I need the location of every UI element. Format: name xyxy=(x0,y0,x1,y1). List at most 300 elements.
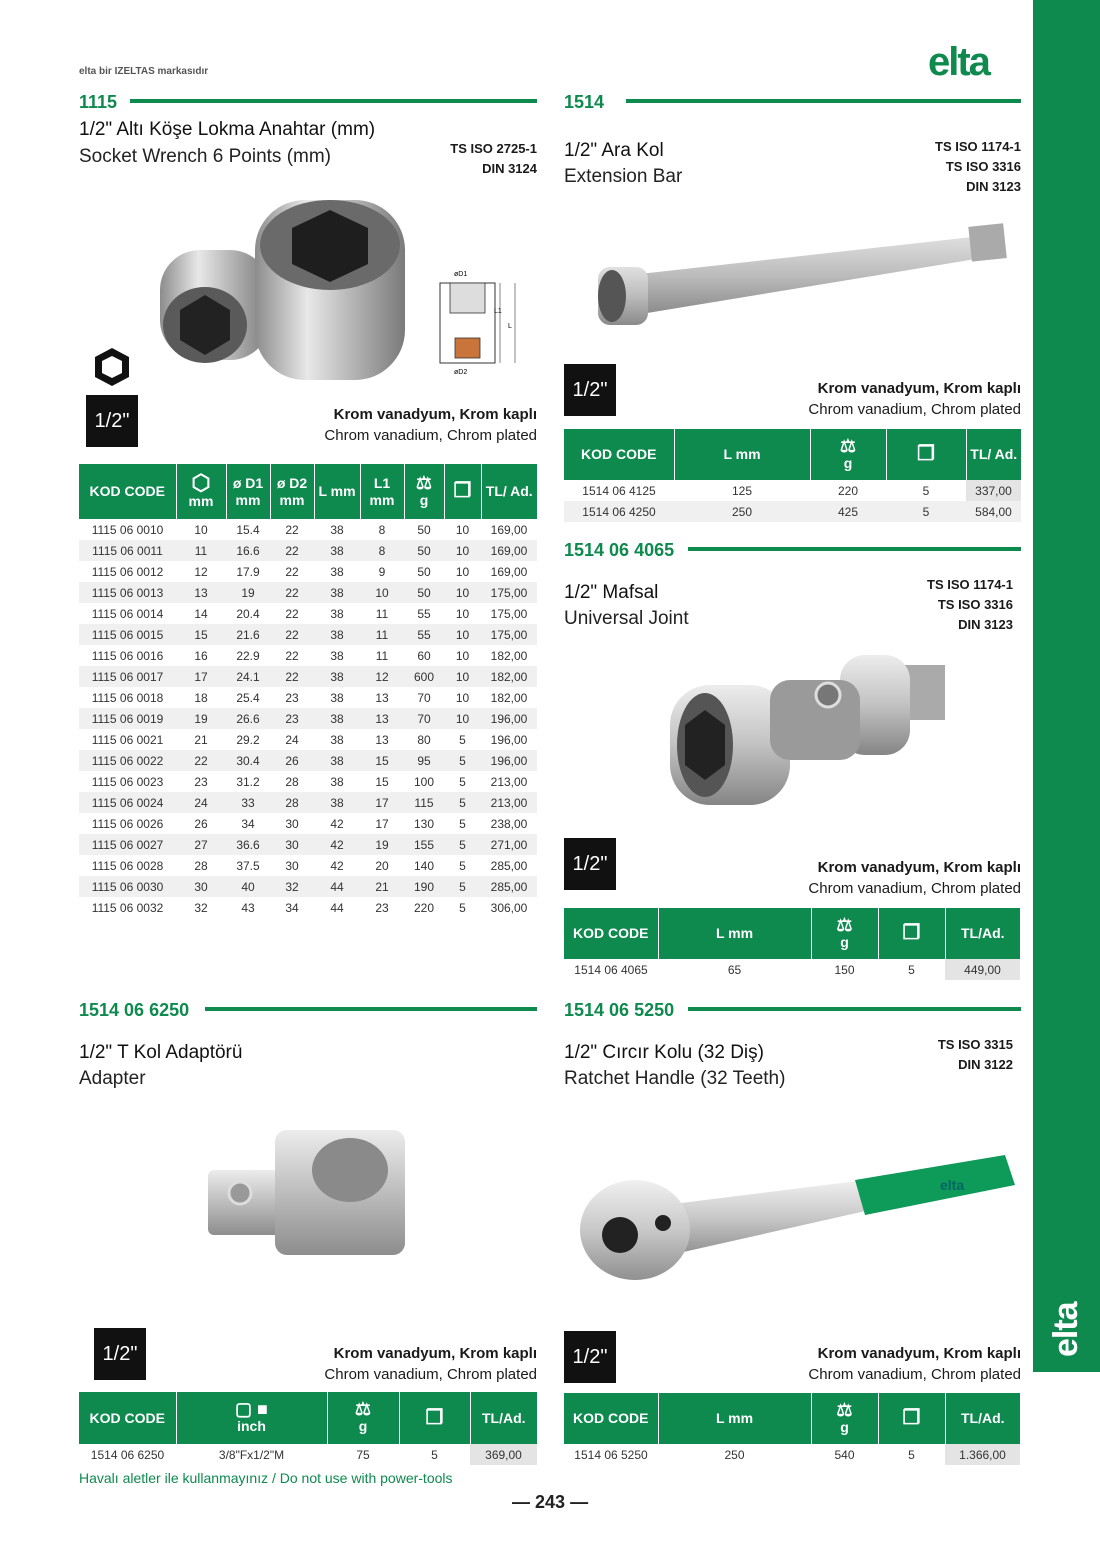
table-cell: 115 xyxy=(404,792,444,813)
adapter-image xyxy=(200,1125,420,1265)
col-code: KOD CODE xyxy=(564,1393,658,1444)
size-badge: 1/2" xyxy=(86,395,138,447)
table-cell: 213,00 xyxy=(490,774,528,789)
table-cell: 425 xyxy=(810,501,886,522)
col-l: L mm xyxy=(658,908,811,959)
table-row xyxy=(79,897,537,918)
table-cell: 38 xyxy=(314,792,360,813)
hexagon-icon xyxy=(91,346,133,388)
table-cell: 5 xyxy=(459,774,466,789)
table-cell: 32 xyxy=(270,876,314,897)
section-code-5250: 1514 06 5250 xyxy=(564,1000,675,1020)
table-cell: 17 xyxy=(360,792,404,813)
table-cell: 3/8"Fx1/2"M xyxy=(218,1447,285,1462)
table-cell: 169,00 xyxy=(490,522,528,537)
material-tr: Krom vanadyum, Krom kaplı xyxy=(817,380,1021,397)
table-cell: 10 xyxy=(455,690,470,705)
table-cell: 42 xyxy=(330,816,344,831)
table-cell: 169,00 xyxy=(481,540,537,561)
table-cell: 369,00 xyxy=(470,1444,537,1465)
table-cell: 16.6 xyxy=(226,540,270,561)
product-table-1115 xyxy=(79,464,537,918)
table-cell: 540 xyxy=(834,1447,855,1462)
table-cell: 55 xyxy=(417,606,431,621)
scale-icon: ⚖ xyxy=(836,1399,853,1420)
table-cell: 175,00 xyxy=(481,624,537,645)
standard-1: TS ISO 1174-1 xyxy=(935,139,1021,154)
table-cell: 5 xyxy=(908,1447,915,1462)
table-cell: 21 xyxy=(360,876,404,897)
table-cell: 38 xyxy=(330,774,344,789)
product-table-5250 xyxy=(564,1393,1020,1465)
col-code: KOD CODE xyxy=(564,908,658,959)
col-d1: ø D1 mm xyxy=(226,464,270,519)
table-cell: 11 xyxy=(360,624,404,645)
col-price: TL/ Ad. xyxy=(481,464,537,519)
table-cell: 5 xyxy=(459,816,466,831)
material-en: Chrom vanadium, Chrom plated xyxy=(324,427,537,444)
table-cell: 38 xyxy=(330,690,344,705)
standards xyxy=(880,1035,1013,1075)
table-row xyxy=(564,480,1021,501)
table-cell: 10 xyxy=(360,582,404,603)
table-cell: 1115 06 0014 xyxy=(91,606,164,621)
table-row xyxy=(79,1444,537,1465)
table-cell: 33 xyxy=(226,792,270,813)
table-cell: 5 xyxy=(459,858,466,873)
col-code: KOD CODE xyxy=(564,429,674,480)
table-cell: 30 xyxy=(270,834,314,855)
table-cell: 1115 06 0022 xyxy=(79,750,176,771)
table-cell: 25.4 xyxy=(236,690,260,705)
table-cell: 155 xyxy=(404,834,444,855)
dimension-drawing xyxy=(430,268,530,378)
table-cell: 13 xyxy=(360,708,404,729)
standard-3: DIN 3123 xyxy=(966,179,1021,194)
col-l: L mm xyxy=(658,1393,811,1444)
col-weight: ⚖ g xyxy=(811,1393,878,1444)
product-table-4065 xyxy=(564,908,1020,980)
table-cell: 220 xyxy=(837,483,859,498)
table-cell: 12 xyxy=(360,666,404,687)
square-drive-icon: ▢ ■ xyxy=(235,1399,268,1419)
table-cell: 140 xyxy=(413,858,435,873)
table-cell: 1514 06 5250 xyxy=(574,1447,648,1462)
table-cell: 10 xyxy=(444,582,481,603)
col-l: L mm xyxy=(314,464,360,519)
standard-2: TS ISO 3316 xyxy=(945,159,1021,174)
col-weight: ⚖ g xyxy=(327,1392,399,1444)
table-row xyxy=(79,792,537,813)
table-cell: 8 xyxy=(360,540,404,561)
table-cell: 28 xyxy=(285,774,299,789)
table-cell: 15 xyxy=(176,624,226,645)
col-price: TL/Ad. xyxy=(945,1393,1020,1444)
col-price: TL/Ad. xyxy=(945,908,1020,959)
material-note xyxy=(300,1343,537,1385)
table-cell: 22 xyxy=(270,540,314,561)
ratchet-handle-image xyxy=(575,1145,1025,1295)
col-d2: ø D2 mm xyxy=(270,464,314,519)
product-table-6250 xyxy=(79,1392,537,1465)
table-cell: 31.2 xyxy=(236,774,260,789)
table-cell: 1115 06 0024 xyxy=(79,792,176,813)
table-cell: 1514 06 4065 xyxy=(574,962,648,977)
table-cell: 23 xyxy=(194,774,208,789)
table-cell: 38 xyxy=(330,732,344,747)
table-cell: 1115 06 0010 xyxy=(91,522,164,537)
table-cell: 10 xyxy=(444,708,481,729)
table-cell: 169,00 xyxy=(490,564,528,579)
section-divider xyxy=(626,99,1021,103)
table-row xyxy=(79,519,537,540)
table-cell: 1115 06 0030 xyxy=(79,876,176,897)
scale-icon: ⚖ xyxy=(839,435,857,456)
table-cell: 5 xyxy=(431,1447,438,1462)
size-badge: 1/2" xyxy=(564,364,616,416)
table-row xyxy=(79,540,537,561)
col-weight: ⚖ g xyxy=(811,908,878,959)
table-row xyxy=(79,813,537,834)
section-code-4065: 1514 06 4065 xyxy=(564,540,675,560)
material-note xyxy=(790,1343,1021,1385)
box-icon: ❐ xyxy=(902,922,921,944)
table-cell: 13 xyxy=(375,690,389,705)
table-cell: 26.6 xyxy=(226,708,270,729)
material-en: Chrom vanadium, Chrom plated xyxy=(808,401,1021,418)
table-cell: 285,00 xyxy=(490,858,528,873)
table-cell: 238,00 xyxy=(490,816,528,831)
table-cell: 175,00 xyxy=(490,606,528,621)
table-cell: 10 xyxy=(444,540,481,561)
table-cell: 38 xyxy=(330,522,344,537)
table-cell: 22 xyxy=(285,522,299,537)
table-row xyxy=(79,603,537,624)
col-box xyxy=(399,1392,470,1444)
power-tool-warning: Havalı aletler ile kullanmayınız / Do not use with power-tools xyxy=(79,1470,453,1486)
size-badge: 1/2" xyxy=(564,1331,616,1383)
table-cell: 50 xyxy=(404,540,444,561)
col-drive: ▢ ■ inch xyxy=(176,1392,327,1444)
table-cell: 1115 06 0016 xyxy=(91,648,164,663)
table-cell: 95 xyxy=(404,750,444,771)
standard-1: TS ISO 1174-1 xyxy=(927,577,1013,592)
table-cell: 1115 06 0013 xyxy=(79,582,176,603)
table-cell: 250 xyxy=(674,501,810,522)
table-cell: 10 xyxy=(444,624,481,645)
section-code-1115: 1115 xyxy=(79,92,118,112)
table-cell: 12 xyxy=(194,564,208,579)
table-cell: 9 xyxy=(378,564,386,579)
table-cell: 196,00 xyxy=(481,708,537,729)
table-cell: 1115 06 0018 xyxy=(91,690,164,705)
table-cell: 38 xyxy=(314,540,360,561)
table-cell: 15 xyxy=(360,750,404,771)
col-price: TL/Ad. xyxy=(470,1392,537,1444)
table-cell: 5 xyxy=(444,876,481,897)
table-cell: 182,00 xyxy=(481,666,537,687)
standard-1: TS ISO 3315 xyxy=(937,1037,1013,1052)
table-cell: 5 xyxy=(908,962,915,977)
table-cell: 449,00 xyxy=(945,959,1020,980)
table-cell: 28 xyxy=(194,858,208,873)
box-icon: ❐ xyxy=(425,1406,444,1429)
green-sidebar xyxy=(1033,0,1100,1372)
socket-wrench-image xyxy=(150,190,420,390)
dim-label-l1: L1 xyxy=(494,308,502,315)
table-cell: 22 xyxy=(270,666,314,687)
table-row xyxy=(79,876,537,897)
table-cell: 44 xyxy=(330,900,344,915)
table-cell: 1115 06 0021 xyxy=(91,732,164,747)
title-tr: 1/2" Cırcır Kolu (32 Diş) xyxy=(564,1042,764,1063)
col-hex: ⬡ mm xyxy=(176,464,226,519)
col-code: KOD CODE xyxy=(79,1392,176,1444)
table-cell: 26 xyxy=(194,816,208,831)
table-cell: 29.2 xyxy=(236,732,260,747)
table-cell: 23 xyxy=(375,900,389,915)
table-row xyxy=(564,1444,1020,1465)
page-number-value: 243 xyxy=(535,1492,566,1512)
table-cell: 220 xyxy=(413,900,435,915)
table-row xyxy=(79,645,537,666)
table-cell: 75 xyxy=(356,1447,370,1462)
table-cell: 10 xyxy=(455,606,470,621)
scale-icon: ⚖ xyxy=(415,473,433,493)
table-cell: 196,00 xyxy=(481,750,537,771)
table-cell: 1115 06 0017 xyxy=(79,666,176,687)
table-cell: 1.366,00 xyxy=(945,1444,1020,1465)
brand-line: elta bir IZELTAS markasıdır xyxy=(79,66,209,77)
table-row xyxy=(79,708,537,729)
table-cell: 13 xyxy=(375,732,389,747)
table-row xyxy=(564,959,1020,980)
table-cell: 26 xyxy=(270,750,314,771)
table-cell: 23 xyxy=(285,690,299,705)
table-cell: 5 xyxy=(459,732,466,747)
elta-logo: elta xyxy=(928,40,989,84)
table-cell: 38 xyxy=(314,624,360,645)
col-box xyxy=(886,429,966,480)
table-cell: 130 xyxy=(413,816,435,831)
table-cell: 1514 06 4125 xyxy=(582,483,656,498)
table-cell: 55 xyxy=(404,624,444,645)
table-cell: 11 xyxy=(375,606,389,621)
standards xyxy=(400,139,537,179)
table-cell: 80 xyxy=(417,732,431,747)
table-cell: 70 xyxy=(404,708,444,729)
table-cell: 11 xyxy=(176,540,226,561)
standard-2: DIN 3124 xyxy=(482,161,537,176)
table-cell: 22 xyxy=(270,582,314,603)
box-icon: ❐ xyxy=(453,480,472,502)
title-en: Adapter xyxy=(79,1068,146,1089)
col-code: KOD CODE xyxy=(79,464,176,519)
table-cell: 182,00 xyxy=(490,690,528,705)
table-cell: 11 xyxy=(375,648,389,663)
table-cell: 1115 06 0011 xyxy=(79,540,176,561)
material-en: Chrom vanadium, Chrom plated xyxy=(808,880,1021,897)
table-cell: 14 xyxy=(194,606,208,621)
table-cell: 182,00 xyxy=(490,648,528,663)
table-cell: 24 xyxy=(285,732,299,747)
material-tr: Krom vanadyum, Krom kaplı xyxy=(817,859,1021,876)
table-cell: 1115 06 0032 xyxy=(91,900,164,915)
universal-joint-image xyxy=(660,650,960,810)
box-icon: ❐ xyxy=(917,443,935,465)
title-en: Universal Joint xyxy=(564,608,689,629)
table-cell: 20 xyxy=(375,858,389,873)
table-cell: 38 xyxy=(314,666,360,687)
table-cell: 60 xyxy=(417,648,431,663)
table-cell: 22 xyxy=(176,750,226,771)
dim-label-d2: øD2 xyxy=(454,369,468,376)
table-cell: 42 xyxy=(330,858,344,873)
table-cell: 15 xyxy=(375,774,389,789)
table-cell: 19 xyxy=(176,708,226,729)
col-box xyxy=(878,1393,945,1444)
table-cell: 27 xyxy=(176,834,226,855)
extension-bar-image xyxy=(590,215,1020,335)
table-cell: 30.4 xyxy=(226,750,270,771)
material-en: Chrom vanadium, Chrom plated xyxy=(324,1366,537,1383)
table-cell: 285,00 xyxy=(481,876,537,897)
table-cell: 1115 06 0015 xyxy=(79,624,176,645)
title-tr: 1/2" T Kol Adaptörü xyxy=(79,1042,243,1063)
title-en: Extension Bar xyxy=(564,166,683,187)
col-box xyxy=(878,908,945,959)
table-cell: 38 xyxy=(330,648,344,663)
table-row xyxy=(79,561,537,582)
table-row xyxy=(79,855,537,876)
table-cell: 10 xyxy=(194,522,208,537)
table-cell: 250 xyxy=(724,1447,745,1462)
table-cell: 1115 06 0012 xyxy=(91,564,164,579)
table-row xyxy=(79,687,537,708)
table-cell: 125 xyxy=(731,483,753,498)
side-logo: elta xyxy=(1047,1302,1085,1358)
table-cell: 1115 06 0026 xyxy=(91,816,164,831)
table-row xyxy=(79,729,537,750)
table-cell: 21 xyxy=(194,732,208,747)
table-cell: 1514 06 4250 xyxy=(564,501,674,522)
table-cell: 38 xyxy=(330,564,344,579)
table-cell: 5 xyxy=(444,750,481,771)
table-cell: 306,00 xyxy=(490,900,528,915)
table-cell: 18 xyxy=(194,690,208,705)
table-cell: 36.6 xyxy=(226,834,270,855)
section-divider xyxy=(688,1007,1021,1011)
size-badge: 1/2" xyxy=(94,1328,146,1380)
table-cell: 8 xyxy=(378,522,386,537)
table-cell: 5 xyxy=(886,501,966,522)
table-cell: 38 xyxy=(314,750,360,771)
table-row xyxy=(79,582,537,603)
table-cell: 1115 06 0023 xyxy=(91,774,164,789)
table-cell: 5 xyxy=(922,483,930,498)
table-cell: 30 xyxy=(285,858,299,873)
col-l: L mm xyxy=(674,429,810,480)
table-cell: 50 xyxy=(417,564,431,579)
table-cell: 600 xyxy=(404,666,444,687)
table-cell: 32 xyxy=(194,900,208,915)
table-cell: 70 xyxy=(417,690,431,705)
table-cell: 16 xyxy=(194,648,208,663)
table-cell: 150 xyxy=(834,962,855,977)
table-cell: 15.4 xyxy=(236,522,260,537)
col-l1: L1 mm xyxy=(360,464,404,519)
table-cell: 196,00 xyxy=(490,732,528,747)
standard-2: TS ISO 3316 xyxy=(937,597,1013,612)
scale-icon: ⚖ xyxy=(836,914,853,935)
handle-brand-text: elta xyxy=(940,1177,965,1193)
table-cell: 43 xyxy=(241,900,255,915)
table-cell: 17.9 xyxy=(236,564,260,579)
standards xyxy=(880,137,1021,197)
table-cell: 24 xyxy=(176,792,226,813)
table-cell: 19 xyxy=(226,582,270,603)
table-cell: 24.1 xyxy=(226,666,270,687)
standard-1: TS ISO 2725-1 xyxy=(450,141,537,156)
section-divider xyxy=(688,547,1021,551)
table-cell: 10 xyxy=(444,666,481,687)
table-cell: 23 xyxy=(270,708,314,729)
hexagon-outline-icon: ⬡ xyxy=(191,470,211,495)
table-cell: 213,00 xyxy=(481,792,537,813)
table-cell: 13 xyxy=(176,582,226,603)
table-cell: 21.6 xyxy=(226,624,270,645)
title-tr: 1/2" Ara Kol xyxy=(564,140,664,161)
title-tr: 1/2" Mafsal xyxy=(564,582,659,603)
table-cell: 38 xyxy=(314,708,360,729)
table-cell: 30 xyxy=(285,816,299,831)
title-en: Ratchet Handle (32 Teeth) xyxy=(564,1068,786,1089)
col-price: TL/ Ad. xyxy=(966,429,1021,480)
table-cell: 22 xyxy=(285,606,299,621)
table-cell: 44 xyxy=(314,876,360,897)
table-cell: 1115 06 0028 xyxy=(91,858,164,873)
table-cell: 5 xyxy=(459,900,466,915)
table-cell: 38 xyxy=(314,582,360,603)
table-cell: 17 xyxy=(176,666,226,687)
box-icon: ❐ xyxy=(902,1407,921,1429)
table-cell: 100 xyxy=(413,774,435,789)
table-cell: 50 xyxy=(404,582,444,603)
table-cell: 30 xyxy=(176,876,226,897)
table-cell: 1115 06 0019 xyxy=(79,708,176,729)
scale-icon: ⚖ xyxy=(354,1399,372,1419)
table-cell: 40 xyxy=(226,876,270,897)
material-en: Chrom vanadium, Chrom plated xyxy=(808,1366,1021,1383)
material-note xyxy=(300,404,537,446)
table-cell: 271,00 xyxy=(481,834,537,855)
dim-label-d1: øD1 xyxy=(454,271,468,278)
table-cell: 20.4 xyxy=(236,606,260,621)
table-cell: 22.9 xyxy=(236,648,260,663)
col-box xyxy=(444,464,481,519)
table-cell: 337,00 xyxy=(966,480,1021,501)
section-divider xyxy=(130,99,537,103)
table-cell: 22 xyxy=(285,648,299,663)
table-cell: 10 xyxy=(455,648,470,663)
material-note xyxy=(790,378,1021,420)
title-tr: 1/2" Altı Köşe Lokma Anahtar (mm) xyxy=(79,119,376,140)
table-cell: 22 xyxy=(285,564,299,579)
col-weight: ⚖ g xyxy=(404,464,444,519)
size-badge: 1/2" xyxy=(564,838,616,890)
material-tr: Krom vanadyum, Krom kaplı xyxy=(333,406,537,423)
section-code-1514: 1514 xyxy=(564,92,605,112)
